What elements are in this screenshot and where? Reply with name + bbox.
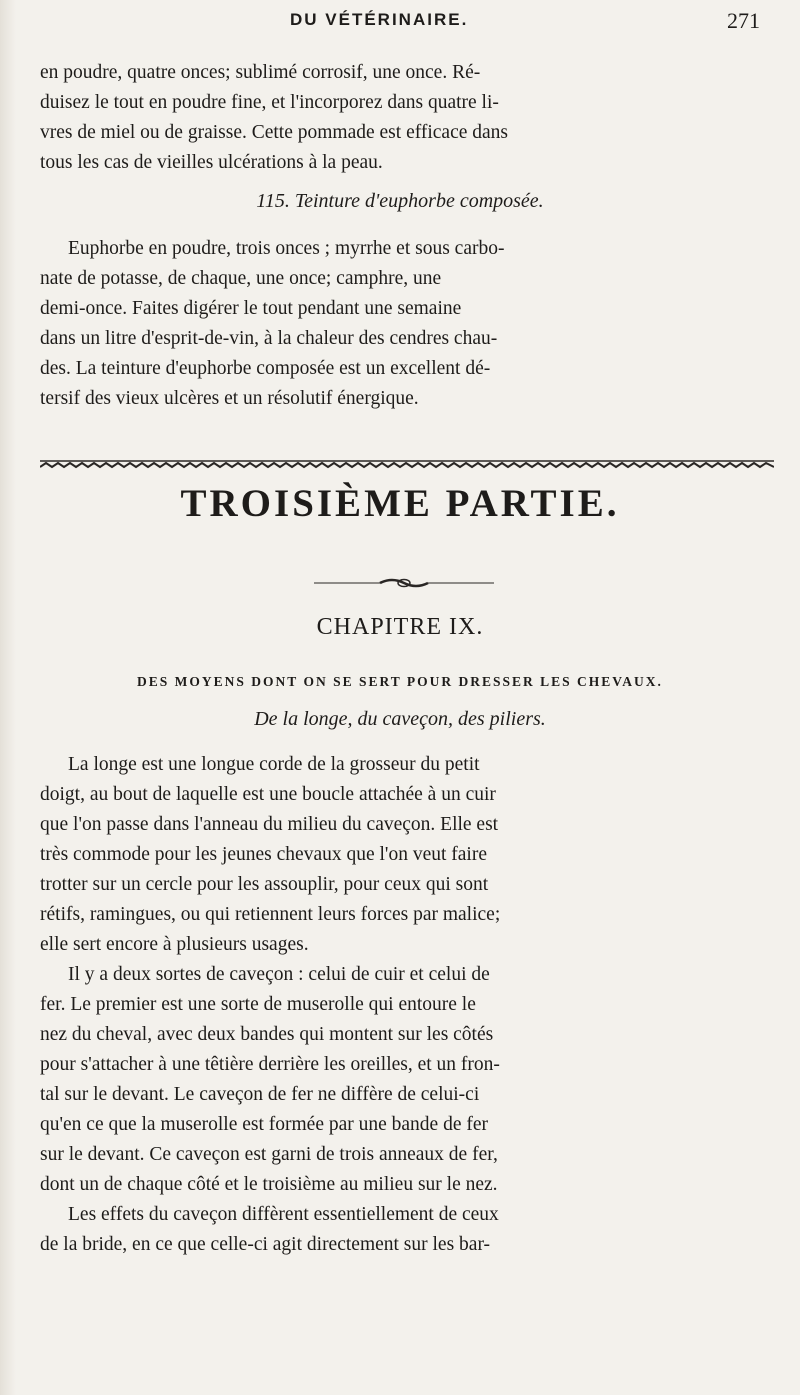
text-line: que l'on passe dans l'anneau du milieu du caveçon. Elle est — [40, 814, 499, 835]
text-line: fer. Le premier est une sorte de muserolle qui entoure le — [40, 994, 476, 1015]
running-header — [0, 6, 800, 40]
text-line: Les effets du caveçon diffèrent essentiellement de ceux — [68, 1204, 499, 1225]
text-line: nate de potasse, de chaque, une once; camphre, une — [40, 268, 442, 289]
text-line: Euphorbe en poudre, trois onces ; myrrhe et sous carbo- — [68, 238, 505, 259]
decorative-swash — [314, 576, 494, 590]
text-line: sur le devant. Ce caveçon est garni de trois anneaux de fer, — [40, 1144, 498, 1165]
text-line: tal sur le devant. Le caveçon de fer ne diffère de celui-ci — [40, 1084, 480, 1105]
text-line: vres de miel ou de graisse. Cette pommade est efficace dans — [40, 122, 509, 143]
text-line: pour s'attacher à une têtière derrière les oreilles, et un fron- — [40, 1054, 500, 1075]
text-line: des. La teinture d'euphorbe composée est un excellent dé- — [40, 358, 491, 379]
running-title: DU VÉTÉRINAIRE. — [290, 10, 469, 29]
text-line: tous les cas de vieilles ulcérations à la peau. — [40, 152, 383, 173]
page-number: 271 — [727, 8, 760, 33]
text-line: elle sert encore à plusieurs usages. — [40, 934, 309, 955]
text-line: dans un litre d'esprit-de-vin, à la chaleur des cendres chau- — [40, 328, 498, 349]
chapter-subtitle: DES MOYENS DONT ON SE SERT POUR DRESSER LES CHEVAUX. — [137, 674, 663, 689]
text-line: très commode pour les jeunes chevaux que l'on veut faire — [40, 844, 487, 865]
text-line: Il y a deux sortes de caveçon : celui de cuir et celui de — [68, 964, 490, 985]
text-line: de la bride, en ce que celle-ci agit directement sur les bar- — [40, 1234, 491, 1255]
text-line: doigt, au bout de laquelle est une boucle attachée à un cuir — [40, 784, 496, 805]
section-heading-115: 115. Teinture d'euphorbe composée. — [256, 190, 544, 212]
section-heading-longe: De la longe, du caveçon, des piliers. — [254, 708, 546, 730]
text-line: trotter sur un cercle pour les assouplir, pour ceux qui sont — [40, 874, 489, 895]
text-line: dont un de chaque côté et le troisième au milieu sur le nez. — [40, 1174, 498, 1195]
text-line: tersif des vieux ulcères et un résolutif énergique. — [40, 388, 419, 409]
text-line: qu'en ce que la muserolle est formée par une bande de fer — [40, 1114, 489, 1135]
chapter-title: CHAPITRE IX. — [316, 614, 484, 640]
text-line: nez du cheval, avec deux bandes qui montent sur les côtés — [40, 1024, 494, 1045]
ornamental-rule — [40, 457, 774, 471]
text-line: demi-once. Faites digérer le tout pendant une semaine — [40, 298, 462, 319]
text-line: La longe est une longue corde de la grosseur du petit — [68, 754, 480, 775]
text-line: rétifs, ramingues, ou qui retiennent leurs forces par malice; — [40, 904, 501, 925]
text-line: en poudre, quatre onces; sublimé corrosif, une once. Ré- — [40, 62, 481, 83]
text-line: duisez le tout en poudre fine, et l'incorporez dans quatre li- — [40, 92, 499, 113]
part-title: TROISIÈME PARTIE. — [180, 482, 620, 525]
